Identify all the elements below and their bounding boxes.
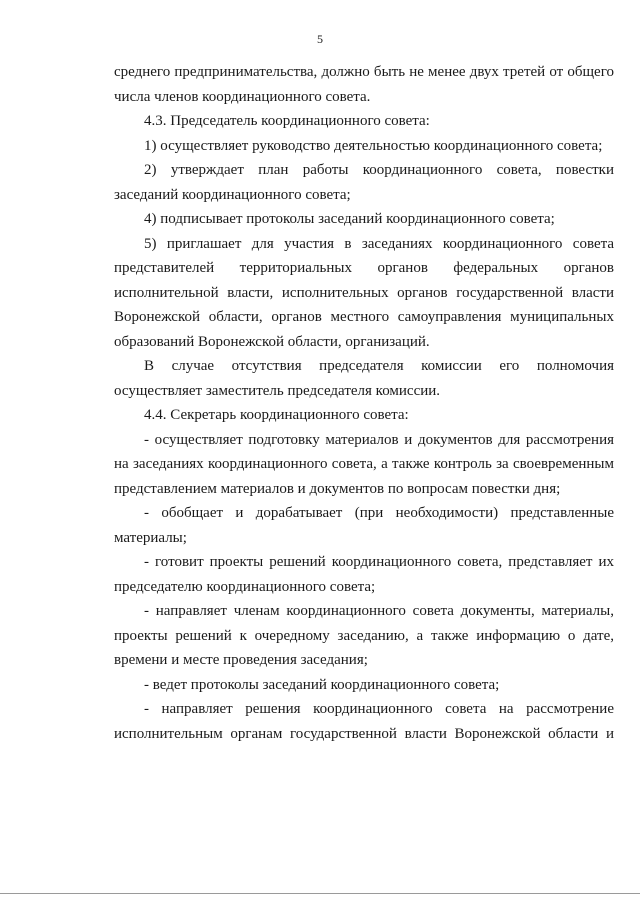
text-line: 4.4. Секретарь координационного совета: xyxy=(144,407,409,423)
text-line: 5) приглашает для участия в заседаниях координационного совета xyxy=(144,235,614,252)
text-line: числа членов координационного совета. xyxy=(114,88,371,105)
text-line: 4) подписывает протоколы заседаний координационного совета; xyxy=(144,211,555,227)
text-line: 1) осуществляет руководство деятельностью координационного совета; xyxy=(144,137,603,154)
text-line: председателю координационного совета; xyxy=(114,578,376,595)
text-line: проекты решений к очередному заседанию, а также информацию о дате, xyxy=(114,627,614,644)
text-line: представителей территориальных органов федеральных органов xyxy=(114,260,614,276)
text-line: В случае отсутствия председателя комиссии его полномочия xyxy=(144,358,614,374)
text-line: - ведет протоколы заседаний координационного совета; xyxy=(144,676,500,693)
text-line: - осуществляет подготовку материалов и документов для рассмотрения xyxy=(144,431,614,448)
text-line: представлением материалов и документов по вопросам повестки дня; xyxy=(114,480,561,497)
page-bottom-edge xyxy=(0,893,640,894)
text-line: исполнительным органам государственной власти Воронежской области и xyxy=(114,725,614,742)
text-line: материалы; xyxy=(114,529,187,546)
page-number: 5 xyxy=(317,32,323,46)
text-line: - готовит проекты решений координационного совета, представляет их xyxy=(144,554,614,570)
text-line: 4.3. Председатель координационного совета: xyxy=(144,113,430,129)
text-line: - направляет членам координационного совета документы, материалы, xyxy=(144,603,614,619)
document-body xyxy=(114,60,614,746)
text-line: осуществляет заместитель председателя комиссии. xyxy=(114,382,441,399)
text-line: 2) утверждает план работы координационного совета, повестки xyxy=(144,162,614,178)
text-line: Воронежской области, органов местного самоуправления муниципальных xyxy=(114,309,614,325)
text-line: исполнительной власти, исполнительных органов государственной власти xyxy=(114,284,614,301)
text-line: образований Воронежской области, организаций. xyxy=(114,333,430,350)
text-line: - направляет решения координационного совета на рассмотрение xyxy=(144,701,614,717)
text-line: на заседаниях координационного совета, а также контроль за своевременным xyxy=(114,456,614,472)
text-line: - обобщает и дорабатывает (при необходимости) представленные xyxy=(144,505,614,521)
text-line: времени и месте проведения заседания; xyxy=(114,652,368,668)
text-line: заседаний координационного совета; xyxy=(114,186,351,203)
text-line: среднего предпринимательства, должно быть не менее двух третей от общего xyxy=(114,64,614,80)
